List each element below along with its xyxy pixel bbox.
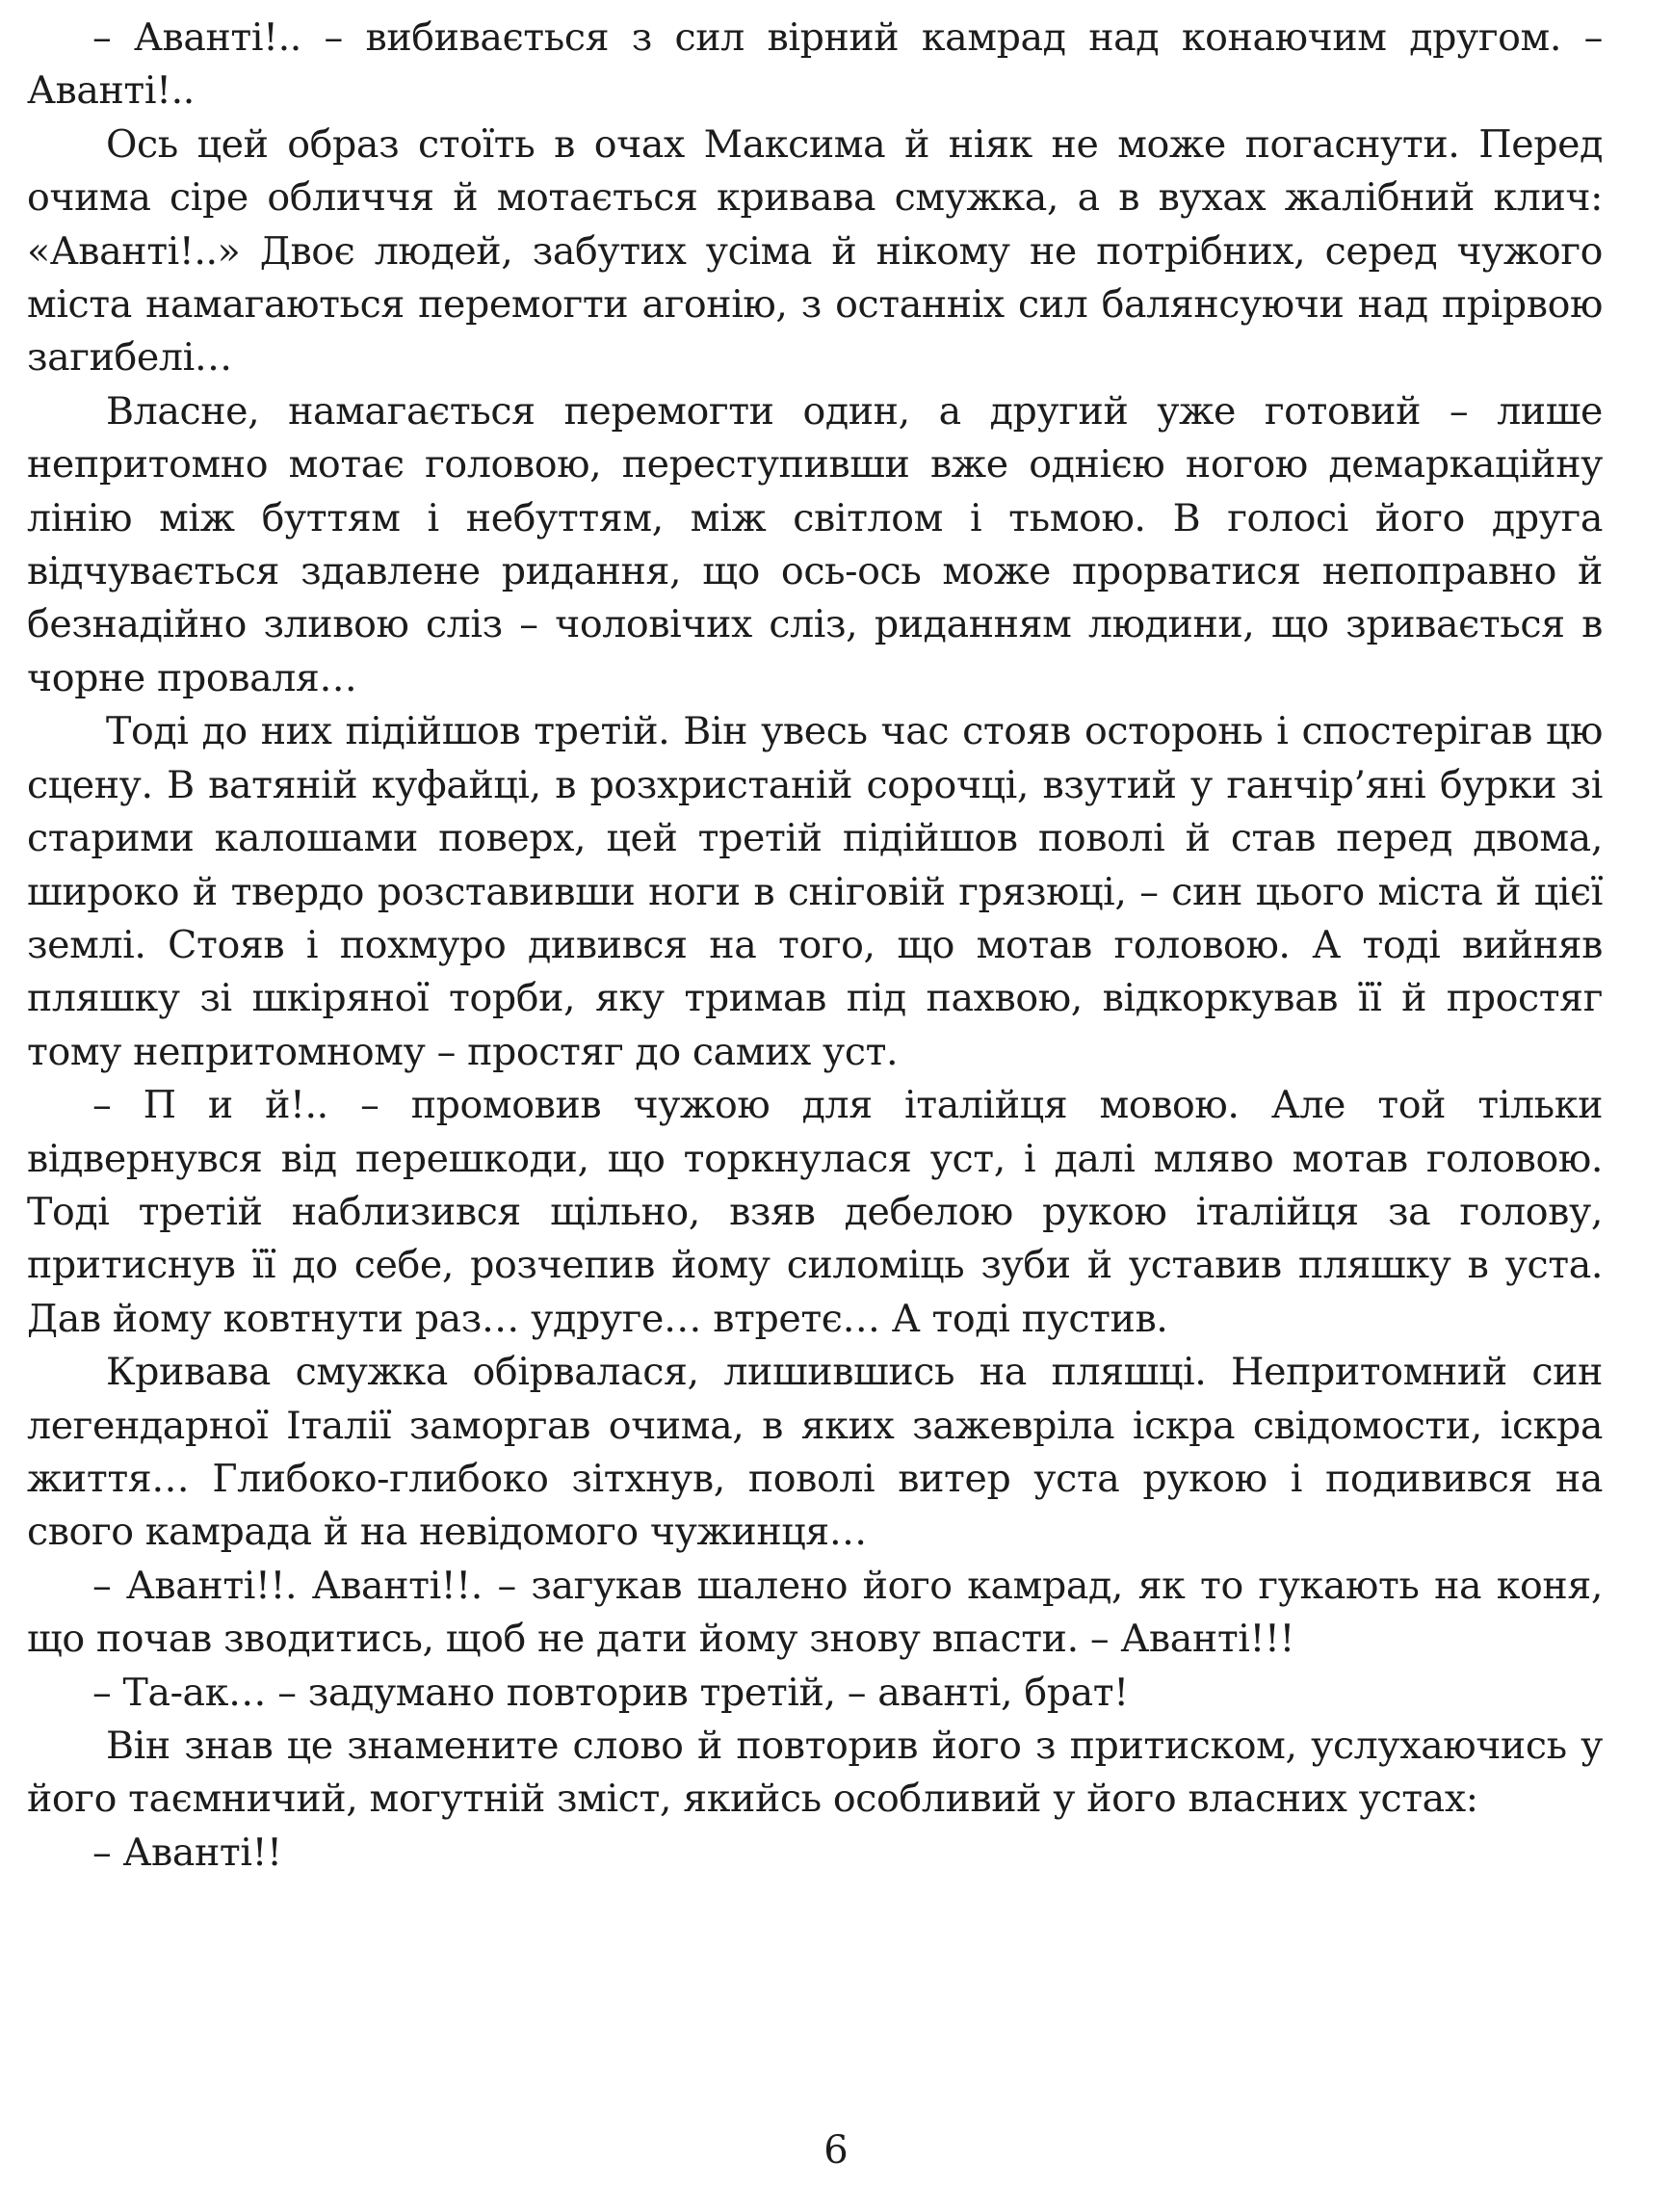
- document-body: [27, 12, 1603, 1880]
- paragraph-9: Він знав це знамените слово й повторив його з притиском, услухаючись у його таємничий, могутній зміст, якийсь особливий у його власних устах:: [27, 1724, 1603, 1822]
- paragraph-3: Власне, намагається перемогти один, а другий уже готовий – лише непритомно мотає головою, переступивши вже однією ногою демаркаційну лінію між буттям і небуттям, між світлом і тьмою. В голосі його друга відчувається здавлене ридання, що ось-ось може прорватися непоправно й безнадійно зливою сліз – чоловічих сліз, риданням людини, що зривається в чорне проваля…: [27, 388, 1603, 700]
- paragraph-10: – Аванті!!: [92, 1830, 282, 1875]
- page-number: 6: [823, 2128, 849, 2172]
- paragraph-8: – Та-ак… – задумано повторив третій, – аванті, брат!: [92, 1670, 1129, 1715]
- paragraph-6: Кривава смужка обірвалася, лишившись на пляшці. Непритомний син легендарної Італії заморгав очима, в яких зажевріла іскра свідомости, іскра життя… Глибоко-глибоко зітхнув, поволі витер уста рукою і подивився на свого камрада й на невідомого чужинця…: [27, 1350, 1603, 1555]
- paragraph-4: Тоді до них підійшов третій. Він увесь час стояв осторонь і спостерігав цю сцену. В ватяній куфайці, в розхристаній сорочці, взутий у ганчір’яні бурки зі старими калошами поверх, цей третій підійшов поволі й став перед двома, широко й твердо розставивши ноги в сніговій грязюці, – син цього міста й цієї землі. Стояв і похмуро дивився на того, що мотав головою. А тоді вийняв пляшку зі шкіряної торби, яку тримав під пахвою, відкоркував її й простяг тому непритомному – простяг до самих уст.: [27, 709, 1603, 1074]
- paragraph-7: – Аванті!!. Аванті!!. – загукав шалено його камрад, як то гукають на коня, що почав зводитись, щоб не дати йому знову впасти. – Аванті!!!: [27, 1563, 1603, 1662]
- paragraph-5: – П и й!.. – промовив чужою для італійця мовою. Але той тільки відвернувся від перешкоди, що торкнулася уст, і далі мляво мотав головою. Тоді третій наблизився щільно, взяв дебелою рукою італійця за голову, притиснув її до себе, розчепив йому силоміць зуби й уставив пляшку в уста. Дав йому ковтнути раз… удруге… втретє… А тоді пустив.: [27, 1083, 1603, 1341]
- paragraph-1: – Аванті!.. – вибивається з сил вірний камрад над конаючим другом. – Аванті!..: [27, 15, 1603, 114]
- paragraph-2: Ось цей образ стоїть в очах Максима й ніяк не може погаснути. Перед очима сіре обличчя й мотається кривава смужка, а в вухах жалібний клич: «Аванті!..» Двоє людей, забутих усіма й нікому не потрібних, серед чужого міста намагаються перемогти агонію, з останніх сил балянсуючи над прірвою загибелі…: [27, 121, 1603, 381]
